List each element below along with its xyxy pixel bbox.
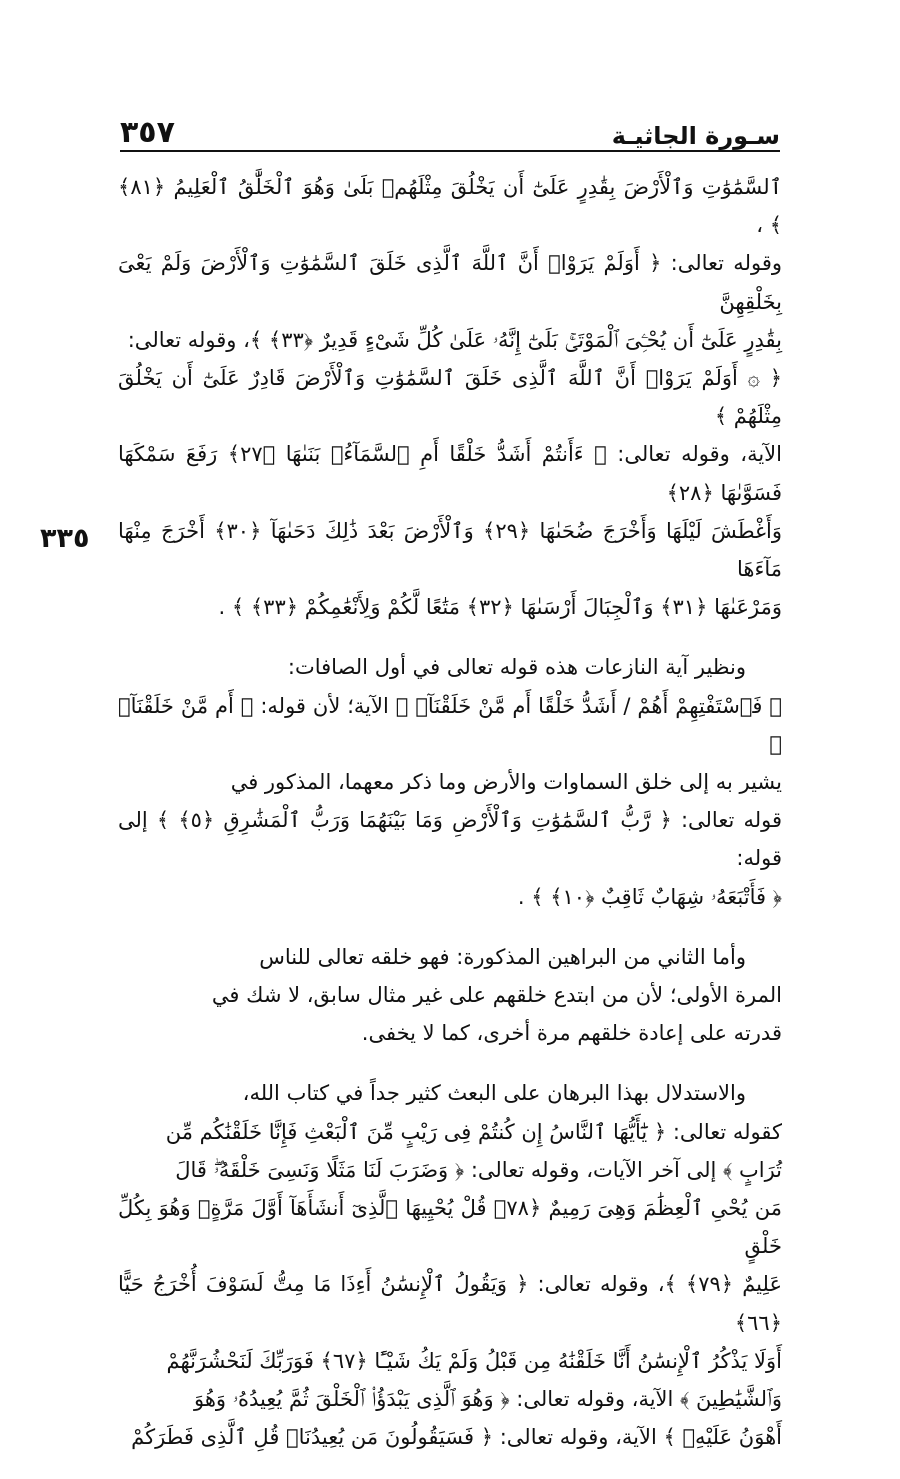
text-line: ﴿ ۞ أَوَلَمْ يَرَوْا۟ أَنَّ ٱللَّهَ ٱلَّذِى خَلَقَ ٱلسَّمَٰوَٰتِ وَٱلْأَرْضَ قَادِرٌ عَلَىٰٓ أَن يَخْلُقَ مِثْلَهُمْ ﴾ [118,366,782,429]
text-line: ﴿ فَٱسْتَفْتِهِمْ أَهُمْ / أَشَدُّ خَلْقًا أَم مَّنْ خَلَقْنَآۚ ﴾ الآية؛ لأن قوله: ﴿ أَم مَّنْ خَلَقْنَآۚ ﴾ [118,693,782,756]
text-line: وأما الثاني من البراهين المذكورة: فهو خلقه تعالى للناس [259,944,746,969]
paragraph-1 [118,168,782,626]
header-divider [120,150,780,152]
text-line: وَأَغْطَشَ لَيْلَهَا وَأَخْرَجَ ضُحَىٰهَا ﴿٢٩﴾ وَٱلْأَرْضَ بَعْدَ ذَٰلِكَ دَحَىٰهَآ ﴿٣٠﴾ أَخْرَجَ مِنْهَا مَآءَهَا [118,518,782,582]
text-line: وَمَرْعَىٰهَا ﴿٣١﴾ وَٱلْجِبَالَ أَرْسَىٰهَا ﴿٣٢﴾ مَتَٰعًا لَّكُمْ وَلِأَنْعَٰمِكُمْ ﴿٣٣﴾ ﴾ . [218,595,782,620]
text-line: والاستدلال بهذا البرهان على البعث كثير جداً في كتاب الله، [242,1081,746,1106]
text-line: أَهْوَنُ عَلَيْهِۚ ﴾ الآية، وقوله تعالى: ﴿ فَسَيَقُولُونَ مَن يُعِيدُنَاۖ قُلِ ٱلَّذِى فَطَرَكُمْ [131,1425,782,1450]
text-line: يشير به إلى خلق السماوات والأرض وما ذكر معهما، المذكور في [230,770,782,795]
page-content [118,168,782,1479]
text-line: أَوَلَا يَذْكُرُ ٱلْإِنسَٰنُ أَنَّا خَلَقْنَٰهُ مِن قَبْلُ وَلَمْ يَكُ شَيْـًٔا ﴿٦٧﴾ فَوَرَبِّكَ لَنَحْشُرَنَّهُمْ [166,1348,782,1373]
text-line: بِقَٰدِرٍ عَلَىٰٓ أَن يُحْـِۧىَ ٱلْمَوْتَىٰۚ بَلَىٰٓ إِنَّهُۥ عَلَىٰ كُلِّ شَىْءٍ قَدِيرٌ ﴿٣٣﴾ ﴾، وقوله تعالى: [127,327,782,352]
text-line: وَٱلشَّيَٰطِينَ ﴾ الآية، وقوله تعالى: ﴿ وَهُوَ ٱلَّذِى يَبْدَؤُا۟ ٱلْخَلْقَ ثُمَّ يُعِيدُهُۥ وَهُوَ [194,1387,782,1412]
margin-reference-number: ٣٣٥ [40,523,90,554]
text-line: ونظير آية النازعات هذه قوله تعالى في أول الصافات: [287,655,746,680]
text-line: قوله تعالى: ﴿ رَّبُّ ٱلسَّمَٰوَٰتِ وَٱلْأَرْضِ وَمَا بَيْنَهُمَا وَرَبُّ ٱلْمَشَٰرِقِ ﴿٥﴾ ﴾ إلى قوله: [118,808,782,871]
page-header [120,108,780,148]
text-line: وقوله تعالى: ﴿ أَوَلَمْ يَرَوْا۟ أَنَّ ٱللَّهَ ٱلَّذِى خَلَقَ ٱلسَّمَٰوَٰتِ وَٱلْأَرْضَ وَلَمْ يَعْىَ بِخَلْقِهِنَّ [118,251,782,314]
paragraph-4 [118,1074,782,1456]
text-line: تُرَابٍ ﴾ إلى آخر الآيات، وقوله تعالى: ﴿ وَضَرَبَ لَنَا مَثَلًا وَنَسِىَ خَلْقَهُۥۖ قَالَ [175,1157,782,1182]
text-line: كقوله تعالى: ﴿ يَٰٓأَيُّهَا ٱلنَّاسُ إِن كُنتُمْ فِى رَيْبٍ مِّنَ ٱلْبَعْثِ فَإِنَّا خَلَقْنَٰكُم مِّن [165,1119,782,1144]
page-number: ٣٥٧ [120,115,175,150]
surah-name: سـورة الجاثيـة [611,122,780,150]
paragraph-3 [118,938,782,1053]
text-line: المرة الأولى؛ لأن من ابتدع خلقهم على غير مثال سابق، لا شك في [211,983,782,1008]
paragraph-2 [118,648,782,915]
text-line: مَن يُحْىِ ٱلْعِظَٰمَ وَهِىَ رَمِيمٌ ﴿٧٨﴾ قُلْ يُحْيِيهَا ٱلَّذِىٓ أَنشَأَهَآ أَوَّلَ مَرَّةٍۖ وَهُوَ بِكُلِّ خَلْقٍ [118,1196,782,1259]
text-line: الآية، وقوله تعالى: ﴿ ءَأَنتُمْ أَشَدُّ خَلْقًا أَمِ ٱلسَّمَآءُۚ بَنَىٰهَا ﴿٢٧﴾ رَفَعَ سَمْكَهَا فَسَوَّىٰهَا ﴿٢٨﴾ [118,442,782,505]
text-line: عَلِيمٌ ﴿٧٩﴾ ﴾، وقوله تعالى: ﴿ وَيَقُولُ ٱلْإِنسَٰنُ أَءِذَا مَا مِتُّ لَسَوْفَ أُخْرَجُ حَيًّا ﴿٦٦﴾ [118,1272,782,1335]
text-line: قدرته على إعادة خلقهم مرة أخرى، كما لا يخفى. [361,1021,782,1046]
text-line: ﴿ فَأَتْبَعَهُۥ شِهَابٌ ثَاقِبٌ ﴿١٠﴾ ﴾ . [517,884,782,909]
text-line: ٱلسَّمَٰوَٰتِ وَٱلْأَرْضَ بِقَٰدِرٍ عَلَىٰٓ أَن يَخْلُقَ مِثْلَهُمۚ بَلَىٰ وَهُوَ ٱلْخَلَّٰقُ ٱلْعَلِيمُ ﴿٨١﴾ ﴾ ، [118,175,782,238]
